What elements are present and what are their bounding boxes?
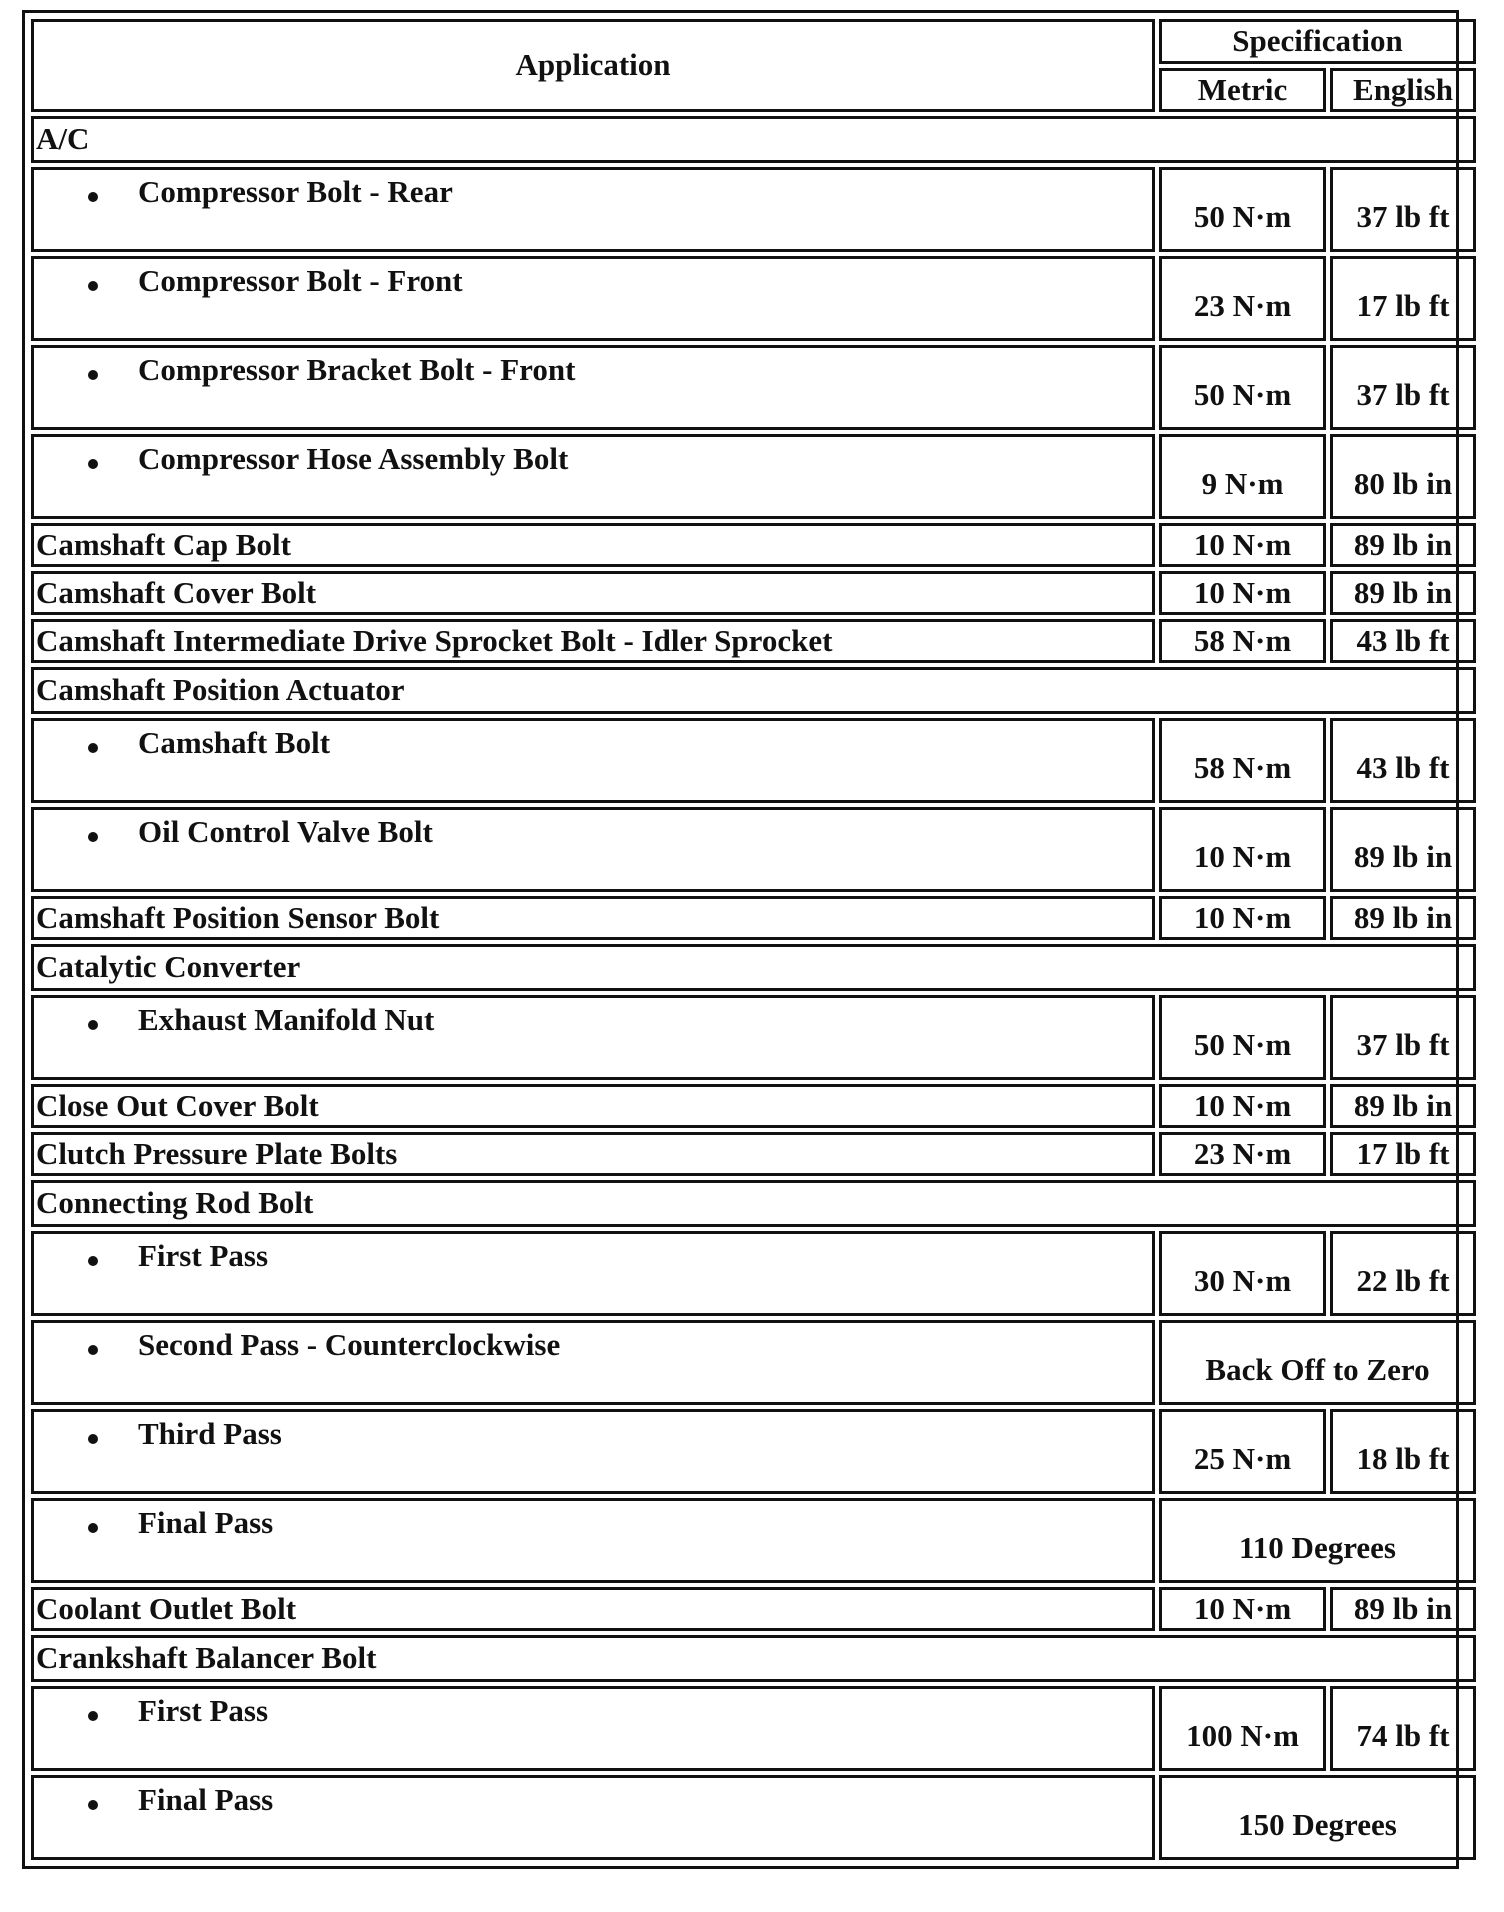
table-row	[31, 523, 1476, 567]
bullet-icon	[88, 281, 98, 291]
metric-cell: 50 N·m	[1159, 995, 1326, 1080]
table-row	[31, 1231, 1476, 1316]
table-row	[31, 1686, 1476, 1771]
section-heading: A/C	[31, 116, 1476, 163]
application-label: Compressor Bracket Bolt - Front	[138, 352, 576, 387]
metric-cell: 9 N·m	[1159, 434, 1326, 519]
metric-cell: 10 N·m	[1159, 1084, 1326, 1128]
application-cell	[31, 718, 1155, 803]
header-metric: Metric	[1159, 68, 1326, 112]
english-cell: 37 lb ft	[1330, 345, 1476, 430]
application-cell: Camshaft Cover Bolt	[31, 571, 1155, 615]
application-cell	[31, 1320, 1155, 1405]
bullet-icon	[88, 1434, 98, 1444]
metric-cell: 30 N·m	[1159, 1231, 1326, 1316]
english-cell: 89 lb in	[1330, 896, 1476, 940]
metric-cell: 10 N·m	[1159, 523, 1326, 567]
table-row	[31, 1132, 1476, 1176]
application-cell: Close Out Cover Bolt	[31, 1084, 1155, 1128]
application-label: Second Pass - Counterclockwise	[138, 1327, 561, 1362]
bullet-icon	[88, 1523, 98, 1533]
application-label: Oil Control Valve Bolt	[138, 814, 433, 849]
application-label: First Pass	[138, 1693, 269, 1728]
table-row	[31, 1320, 1476, 1405]
application-label: Camshaft Bolt	[138, 725, 331, 760]
application-cell	[31, 1409, 1155, 1494]
section-row	[31, 944, 1476, 991]
application-cell	[31, 1686, 1155, 1771]
application-cell	[31, 256, 1155, 341]
section-heading: Connecting Rod Bolt	[31, 1180, 1476, 1227]
table-row	[31, 995, 1476, 1080]
table-row	[31, 1587, 1476, 1631]
english-cell: 18 lb ft	[1330, 1409, 1476, 1494]
bullet-icon	[88, 1020, 98, 1030]
table-row	[31, 1498, 1476, 1583]
application-label: Compressor Hose Assembly Bolt	[138, 441, 569, 476]
table-row	[31, 571, 1476, 615]
english-cell: 74 lb ft	[1330, 1686, 1476, 1771]
table-row	[31, 167, 1476, 252]
english-cell: 89 lb in	[1330, 571, 1476, 615]
application-label: Compressor Bolt - Front	[138, 263, 463, 298]
english-cell: 89 lb in	[1330, 1587, 1476, 1631]
bullet-icon	[88, 192, 98, 202]
table-row	[31, 1084, 1476, 1128]
metric-cell: 100 N·m	[1159, 1686, 1326, 1771]
header-application: Application	[31, 19, 1155, 112]
metric-cell: 25 N·m	[1159, 1409, 1326, 1494]
english-cell: 80 lb in	[1330, 434, 1476, 519]
english-cell: 89 lb in	[1330, 807, 1476, 892]
english-cell: 22 lb ft	[1330, 1231, 1476, 1316]
combined-spec-cell: 150 Degrees	[1159, 1775, 1476, 1860]
bullet-icon	[88, 743, 98, 753]
bullet-icon	[88, 1256, 98, 1266]
application-cell: Clutch Pressure Plate Bolts	[31, 1132, 1155, 1176]
bullet-icon	[88, 1345, 98, 1355]
header-specification: Specification	[1159, 19, 1476, 64]
english-cell: 37 lb ft	[1330, 995, 1476, 1080]
bullet-icon	[88, 832, 98, 842]
table-row	[31, 896, 1476, 940]
metric-cell: 23 N·m	[1159, 256, 1326, 341]
application-cell	[31, 1231, 1155, 1316]
metric-cell: 10 N·m	[1159, 571, 1326, 615]
application-label: Compressor Bolt - Rear	[138, 174, 453, 209]
metric-cell: 50 N·m	[1159, 167, 1326, 252]
section-row	[31, 116, 1476, 163]
english-cell: 17 lb ft	[1330, 1132, 1476, 1176]
table-row	[31, 345, 1476, 430]
combined-spec-cell: 110 Degrees	[1159, 1498, 1476, 1583]
table-row	[31, 718, 1476, 803]
bullet-icon	[88, 459, 98, 469]
header-english: English	[1330, 68, 1476, 112]
table-row	[31, 1775, 1476, 1860]
application-label: Third Pass	[138, 1416, 282, 1451]
spec-table	[27, 15, 1480, 1864]
table-row	[31, 619, 1476, 663]
application-cell: Coolant Outlet Bolt	[31, 1587, 1155, 1631]
metric-cell: 10 N·m	[1159, 1587, 1326, 1631]
table-row	[31, 1409, 1476, 1494]
section-row	[31, 667, 1476, 714]
application-cell: Camshaft Position Sensor Bolt	[31, 896, 1155, 940]
torque-spec-table	[22, 10, 1459, 1869]
application-cell	[31, 807, 1155, 892]
metric-cell: 23 N·m	[1159, 1132, 1326, 1176]
spec-table-body	[31, 116, 1476, 1860]
bullet-icon	[88, 370, 98, 380]
section-heading: Camshaft Position Actuator	[31, 667, 1476, 714]
application-cell	[31, 434, 1155, 519]
application-label: First Pass	[138, 1238, 269, 1273]
application-label: Final Pass	[138, 1782, 274, 1817]
application-cell	[31, 167, 1155, 252]
english-cell: 17 lb ft	[1330, 256, 1476, 341]
metric-cell: 50 N·m	[1159, 345, 1326, 430]
table-row	[31, 256, 1476, 341]
metric-cell: 58 N·m	[1159, 718, 1326, 803]
english-cell: 37 lb ft	[1330, 167, 1476, 252]
section-row	[31, 1180, 1476, 1227]
application-label: Final Pass	[138, 1505, 274, 1540]
metric-cell: 10 N·m	[1159, 807, 1326, 892]
table-row	[31, 807, 1476, 892]
application-cell: Camshaft Cap Bolt	[31, 523, 1155, 567]
combined-spec-cell: Back Off to Zero	[1159, 1320, 1476, 1405]
application-cell	[31, 1775, 1155, 1860]
application-cell	[31, 995, 1155, 1080]
english-cell: 43 lb ft	[1330, 718, 1476, 803]
english-cell: 89 lb in	[1330, 1084, 1476, 1128]
application-cell: Camshaft Intermediate Drive Sprocket Bolt - Idler Sprocket	[31, 619, 1155, 663]
english-cell: 89 lb in	[1330, 523, 1476, 567]
application-cell	[31, 1498, 1155, 1583]
metric-cell: 58 N·m	[1159, 619, 1326, 663]
application-label: Exhaust Manifold Nut	[138, 1002, 435, 1037]
table-row	[31, 434, 1476, 519]
section-row	[31, 1635, 1476, 1682]
section-heading: Catalytic Converter	[31, 944, 1476, 991]
bullet-icon	[88, 1711, 98, 1721]
bullet-icon	[88, 1800, 98, 1810]
english-cell: 43 lb ft	[1330, 619, 1476, 663]
metric-cell: 10 N·m	[1159, 896, 1326, 940]
section-heading: Crankshaft Balancer Bolt	[31, 1635, 1476, 1682]
application-cell	[31, 345, 1155, 430]
